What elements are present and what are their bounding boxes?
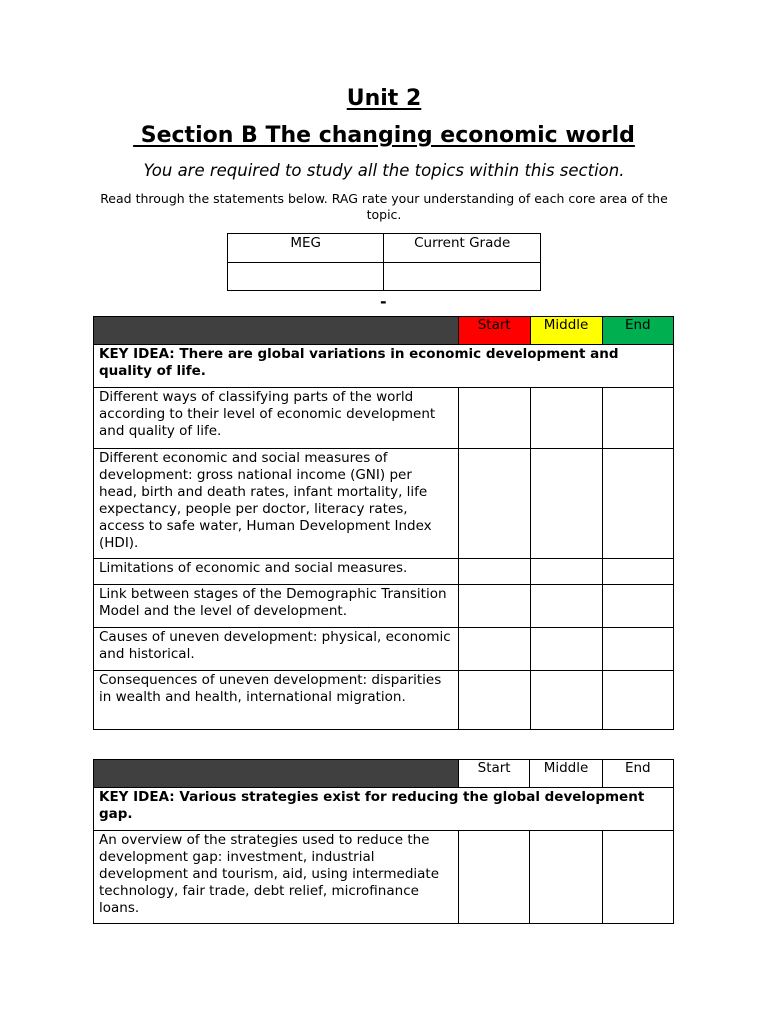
table-row: [94, 559, 674, 585]
table-row: [94, 449, 674, 559]
current-grade-label: Current Grade: [384, 234, 541, 263]
middle-column-header: Middle: [530, 760, 602, 788]
middle-rating-cell[interactable]: [530, 449, 602, 559]
table-row: [94, 831, 674, 924]
end-rating-cell[interactable]: [602, 671, 673, 730]
end-rating-cell[interactable]: [602, 628, 673, 671]
unit-title: Unit 2: [346, 86, 422, 111]
start-column-header: Start: [458, 760, 530, 788]
end-rating-cell[interactable]: [602, 559, 673, 585]
key-idea-row: KEY IDEA: Various strategies exist for reducing the global development gap.: [94, 788, 674, 831]
topic-statement: Different ways of classifying parts of the world according to their level of economic development and quality of life.: [94, 388, 459, 449]
end-rating-cell[interactable]: [602, 449, 673, 559]
grade-table: [227, 233, 541, 291]
end-rating-cell[interactable]: [602, 388, 673, 449]
middle-rating-cell[interactable]: [530, 585, 602, 628]
topic-statement: An overview of the strategies used to reduce the development gap: investment, industrial development and tourism, aid, using intermediate technology, fair trade, debt relief, microfinance loans.: [94, 831, 459, 924]
table-row: [94, 671, 674, 730]
end-column-header: End: [602, 760, 673, 788]
topic-statement: Link between stages of the Demographic Transition Model and the level of development.: [94, 585, 459, 628]
table-row: [94, 585, 674, 628]
topic-statement: Causes of uneven development: physical, economic and historical.: [94, 628, 459, 671]
middle-rating-cell[interactable]: [530, 628, 602, 671]
start-rating-cell[interactable]: [458, 585, 530, 628]
middle-rating-cell[interactable]: [530, 671, 602, 730]
meg-value-cell[interactable]: [228, 263, 384, 291]
table-row: [94, 388, 674, 449]
start-column-header: Start: [458, 317, 530, 345]
requirement-note: You are required to study all the topics within this section.: [143, 161, 625, 180]
start-rating-cell[interactable]: [458, 388, 530, 449]
rag-table-strategies: [93, 759, 674, 924]
meg-label: MEG: [228, 234, 384, 263]
table-row: [94, 628, 674, 671]
topic-statement: Consequences of uneven development: disparities in wealth and health, international migration.: [94, 671, 459, 730]
end-rating-cell[interactable]: [602, 585, 673, 628]
start-rating-cell[interactable]: [458, 628, 530, 671]
topic-statement: Limitations of economic and social measures.: [94, 559, 459, 585]
middle-column-header: Middle: [530, 317, 602, 345]
middle-rating-cell[interactable]: [530, 388, 602, 449]
separator-dash: -: [380, 292, 387, 311]
start-rating-cell[interactable]: [458, 671, 530, 730]
start-rating-cell[interactable]: [458, 831, 530, 924]
dark-header-cell: [94, 317, 459, 345]
end-rating-cell[interactable]: [602, 831, 673, 924]
current-grade-value-cell[interactable]: [384, 263, 541, 291]
end-column-header: End: [602, 317, 673, 345]
start-rating-cell[interactable]: [458, 449, 530, 559]
topic-statement: Different economic and social measures of development: gross national income (GNI) per head, birth and death rates, infant mortality, life expectancy, people per doctor, literacy rates, access to safe water, Human Development Index (HDI).: [94, 449, 459, 559]
middle-rating-cell[interactable]: [530, 559, 602, 585]
instructions-text: Read through the statements below. RAG rate your understanding of each core area of the topic.: [100, 191, 668, 222]
section-title: Section B The changing economic world: [133, 123, 635, 148]
start-rating-cell[interactable]: [458, 559, 530, 585]
dark-header-cell: [94, 760, 459, 788]
middle-rating-cell[interactable]: [530, 831, 602, 924]
rag-table-development: [93, 316, 674, 730]
key-idea-row: KEY IDEA: There are global variations in economic development and quality of life.: [94, 345, 674, 388]
